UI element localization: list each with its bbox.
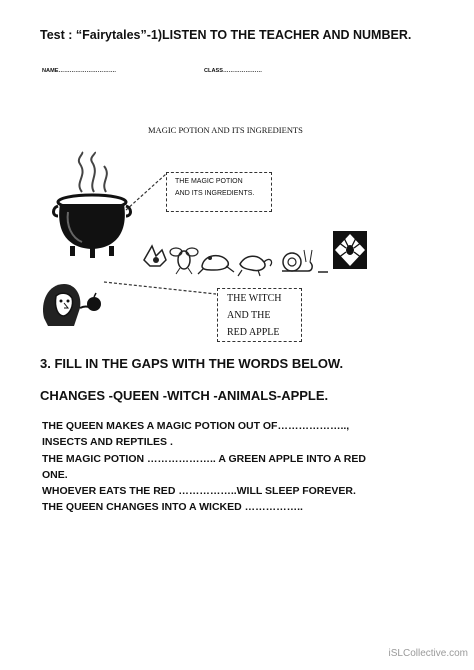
sentence-line[interactable]: THE MAGIC POTION ……………….. A GREEN APPLE INTO A RED xyxy=(42,452,366,465)
connector-line-1 xyxy=(124,172,170,212)
witch-label-box xyxy=(217,288,302,342)
sentence-line: INSECTS AND REPTILES . xyxy=(42,436,173,449)
sentence-line[interactable]: THE QUEEN CHANGES INTO A WICKED …………….. xyxy=(42,501,303,514)
sentence-line: ONE. xyxy=(42,468,68,481)
gap-fill-sentences xyxy=(42,418,442,516)
picture-heading: MAGIC POTION AND ITS INGREDIENTS xyxy=(148,125,303,135)
sentence-line[interactable]: THE QUEEN MAKES A MAGIC POTION OUT OF……………….., xyxy=(42,420,350,432)
word-bank: CHANGES -QUEEN -WITCH -ANIMALS-APPLE. xyxy=(40,388,329,403)
ingredient-animals-icon xyxy=(142,236,328,278)
watermark: iSLCollective.com xyxy=(388,648,468,659)
witch-label-line-3: RED APPLE xyxy=(227,327,280,338)
potion-label-line-2: AND ITS INGREDIENTS. xyxy=(175,190,255,197)
worksheet-title: Test : “Fairytales”-1)LISTEN TO THE TEACHER AND NUMBER. xyxy=(40,28,412,42)
class-field-label[interactable]: CLASS………………… xyxy=(204,68,263,74)
witch-icon xyxy=(38,278,108,328)
spider-icon xyxy=(332,230,368,270)
potion-label-line-1: THE MAGIC POTION xyxy=(175,178,243,185)
sentence-line[interactable]: WHOEVER EATS THE RED ……………..WILL SLEEP FOREVER. xyxy=(42,485,356,498)
cauldron-icon xyxy=(52,152,132,262)
section-3-title: 3. FILL IN THE GAPS WITH THE WORDS BELOW. xyxy=(40,356,344,371)
witch-label-line-1: THE WITCH xyxy=(227,293,282,304)
witch-label-line-2: AND THE xyxy=(227,310,271,321)
connector-line-2 xyxy=(102,280,220,296)
name-field-label[interactable]: NAME…………………………. xyxy=(42,68,116,74)
potion-label-box xyxy=(166,172,272,212)
